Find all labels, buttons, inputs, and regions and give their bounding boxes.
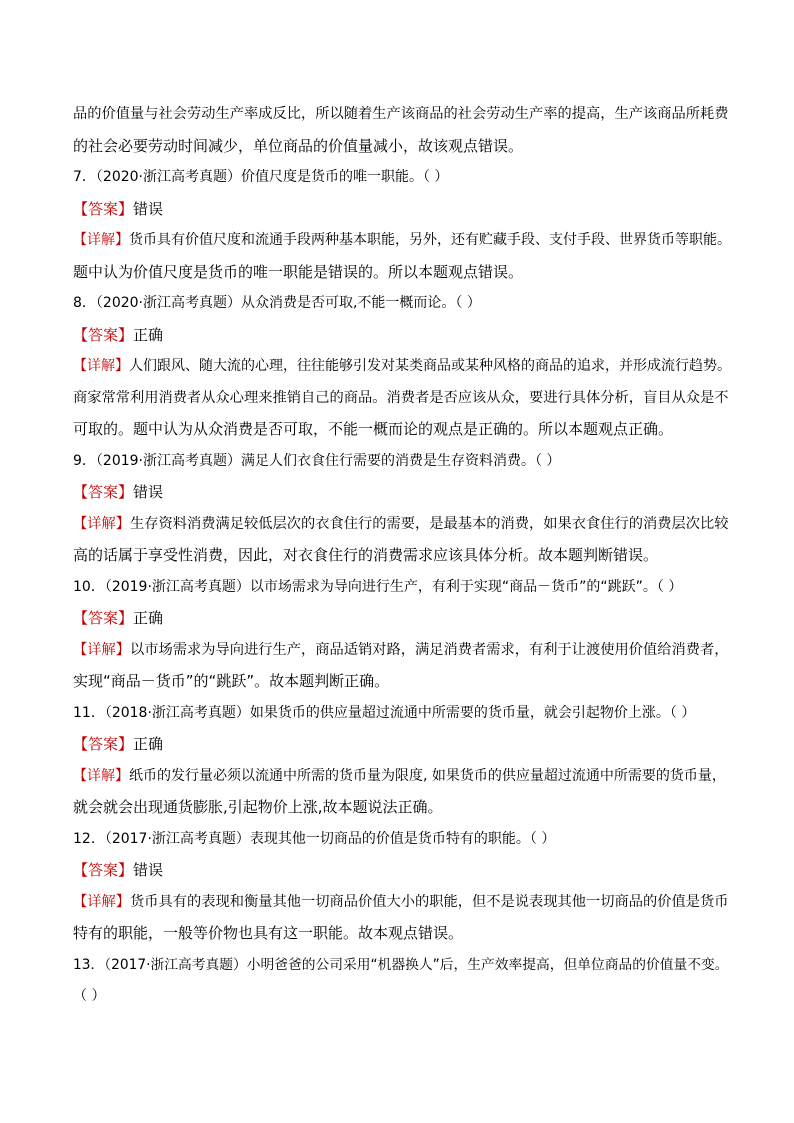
answer-line — [73, 320, 735, 352]
detail-line — [73, 509, 735, 541]
detail-line: 题中认为价值尺度是货币的唯一职能是错误的。所以本题观点错误。 — [73, 262, 524, 281]
detail-line: 就会就会出现通货膨胀,引起物价上涨,故本题说法正确。 — [73, 798, 443, 816]
answer-value: 正确 — [133, 609, 164, 627]
question-11: 11．（2018·浙江高考真题）如果货币的供应量超过流通中所需要的货币量，就会引起物价上涨。（ ） — [73, 704, 696, 721]
answer-tag: 【答案】 — [73, 609, 134, 627]
answer-line — [73, 477, 735, 509]
text-line: 品的价值量与社会劳动生产率成反比，所以随着生产该商品的社会劳动生产率的提高，生产该商品所耗费 — [73, 106, 729, 122]
detail-line — [73, 225, 735, 257]
answer-value: 错误 — [133, 861, 164, 879]
answer-line — [73, 729, 735, 761]
detail-line: 高的话属于享受性消费，因此，对衣食住行的消费需求应该具体分析。故本题判断错误。 — [73, 546, 659, 564]
detail-line: 特有的职能，一般等价物也具有这一职能。故本观点错误。 — [73, 924, 464, 942]
answer-tag: 【答案】 — [73, 861, 134, 879]
answer-value: 错误 — [133, 483, 164, 501]
detail-tag: 【详解】 — [73, 641, 131, 658]
answer-line — [73, 603, 735, 635]
detail-text: 货币具有价值尺度和流通手段两种基本职能，另外，还有贮藏手段、支付手段、世界货币等职能。 — [129, 232, 731, 248]
detail-tag: 【详解】 — [73, 515, 131, 532]
question-13-blank: （ ） — [73, 988, 106, 1004]
detail-line — [73, 351, 735, 383]
detail-tag: 【详解】 — [73, 358, 129, 374]
answer-tag: 【答案】 — [73, 199, 134, 218]
detail-line: 可取的。题中认为从众消费是否可取，不能一概而论的观点是正确的。所以本题观点正确。 — [73, 420, 674, 438]
detail-tag: 【详解】 — [73, 232, 129, 248]
question-12: 12．（2017·浙江高考真题）表现其他一切商品的价值是货币特有的职能。（ ） — [73, 830, 556, 847]
answer-value: 正确 — [133, 735, 164, 753]
detail-tag: 【详解】 — [73, 767, 129, 784]
question-13: 13．（2017·浙江高考真题）小明爸爸的公司采用“机器换人”后，生产效率提高，但单位商品的价值量不变。 — [73, 956, 729, 973]
detail-line — [73, 635, 735, 667]
detail-text: 生存资料消费满足较低层次的衣食住行的需要，是最基本的消费，如果衣食住行的消费层次比较 — [130, 515, 729, 532]
question-7: 7．（2020·浙江高考真题）价值尺度是货币的唯一职能。（ ） — [73, 169, 449, 185]
question-8: 8．（2020·浙江高考真题）从众消费是否可取,不能一概而论。（ ） — [73, 295, 481, 311]
question-9: 9．（2019·浙江高考真题）满足人们衣食住行需要的消费是生存资料消费。（ ） — [73, 452, 561, 469]
document-body — [73, 99, 735, 1013]
detail-line: 实现“商品－货币”的“跳跃”。故本题判断正确。 — [73, 672, 390, 690]
detail-text: 人们跟风、随大流的心理，往往能够引发对某类商品或某种风格的商品的追求，并形成流行趋势。 — [129, 358, 731, 374]
answer-line — [73, 194, 735, 226]
detail-line: 商家常常利用消费者从众心理来推销自己的商品。消费者是否应该从众，要进行具体分析，盲目从众是不 — [73, 389, 729, 406]
answer-tag: 【答案】 — [73, 483, 134, 501]
answer-value: 错误 — [133, 199, 164, 218]
answer-value: 正确 — [133, 325, 164, 344]
text-line: 的社会必要劳动时间减少，单位商品的价值量减小，故该观点错误。 — [73, 136, 524, 155]
detail-text: 货币具有的表现和衡量其他一切商品价值大小的职能，但不是说表现其他一切商品的价值是货币 — [130, 893, 729, 910]
detail-text: 以市场需求为导向进行生产，商品适销对路，满足消费者需求，有利于让渡使用价值给消费者， — [130, 641, 729, 658]
answer-tag: 【答案】 — [73, 735, 134, 753]
answer-line — [73, 855, 735, 887]
detail-tag: 【详解】 — [73, 893, 131, 910]
question-10: 10．（2019·浙江高考真题）以市场需求为导向进行生产，有利于实现“商品－货币”的“跳跃”。（ ） — [73, 578, 683, 595]
answer-tag: 【答案】 — [73, 325, 134, 344]
detail-text: 纸币的发行量必须以流通中所需的货币量为限度, 如果货币的供应量超过流通中所需要的货币量， — [129, 767, 726, 784]
detail-line — [73, 761, 735, 793]
detail-line — [73, 887, 735, 919]
